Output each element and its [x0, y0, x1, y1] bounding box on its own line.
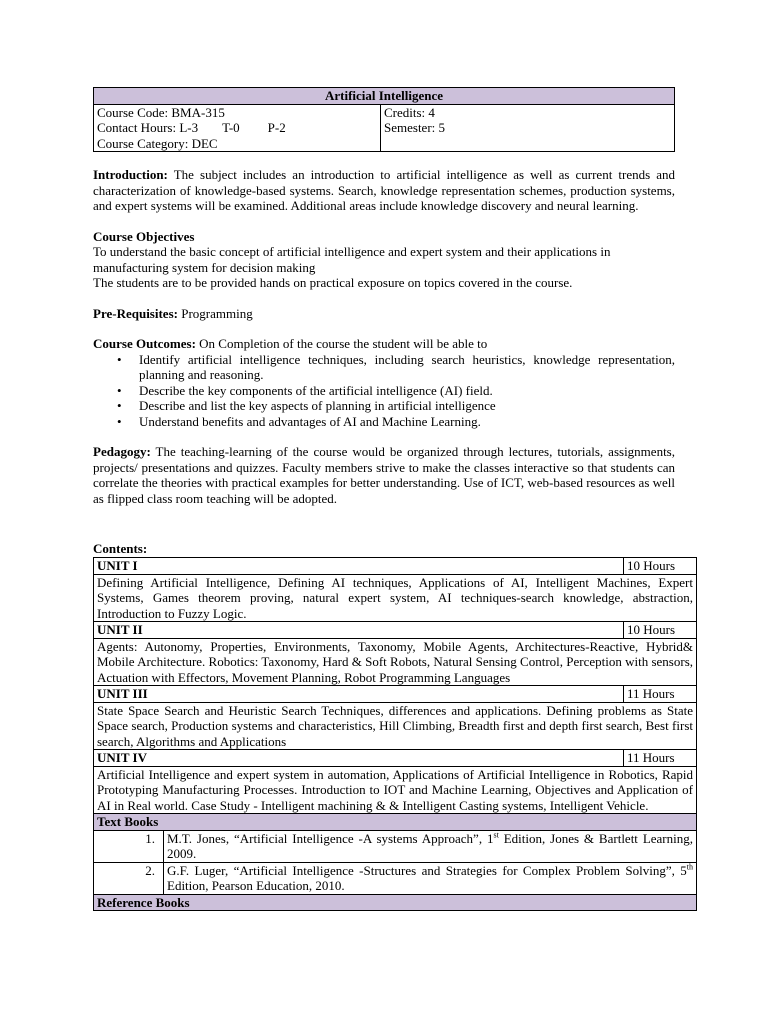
semester: Semester: 5: [384, 120, 446, 135]
outcomes-list: [93, 352, 675, 430]
unit-description: Agents: Autonomy, Properties, Environments, Taxonomy, Mobile Agents, Architectures-Reactive, Hybrid& Mobile Architecture. Robotics: Taxonomy, Hard & Soft Robots, Natural Sensing Control, Perception with sensors, Actuation with Effectors, Movement Planning, Robot Programming Languages: [94, 638, 697, 686]
books-table: [93, 813, 697, 911]
unit-description: Artificial Intelligence and expert system in automation, Applications of Artificial Intelligence in Robotics, Rapid Prototyping Manufacturing Processes. Introduction to IOT and Machine Learning, Objectives and Application of AI in Real world. Case Study - Intelligent machining & & Intelligent Casting systems, Intelligent Vehicle.: [94, 766, 697, 814]
course-category: Course Category: DEC: [97, 135, 218, 151]
unit-hours: 11 Hours: [624, 686, 697, 703]
objectives-line-2: The students are to be provided hands on practical exposure on topics covered in the course.: [93, 275, 573, 290]
prerequisites-label: Pre-Requisites:: [93, 305, 178, 321]
course-code: Course Code: BMA-315: [97, 104, 225, 120]
unit-description-row: [94, 638, 697, 686]
book-number: 2.: [94, 862, 164, 894]
contents-label: Contents:: [93, 541, 148, 556]
unit-header-row: [94, 558, 697, 575]
unit-description-row: [94, 766, 697, 814]
unit-description: Defining Artificial Intelligence, Defining AI techniques, Applications of AI, Intelligent Machines, Expert Systems, Games theorem proving, natural expert system, AI techniques-search knowledge, abstraction, Introduction to Fuzzy Logic.: [94, 574, 697, 622]
outcome-item: • Describe and list the key aspects of planning in artificial intelligence: [139, 398, 675, 414]
unit-name: UNIT III: [94, 686, 624, 703]
text-books-heading: Text Books: [94, 814, 697, 831]
credits: Credits: 4: [384, 104, 435, 120]
unit-header-row: [94, 750, 697, 767]
objectives-label: Course Objectives: [93, 228, 195, 244]
course-header-table: [93, 87, 675, 152]
course-details-left: [94, 104, 381, 152]
course-overview: [93, 87, 675, 506]
pedagogy-section: [93, 444, 675, 506]
objectives-section: [93, 229, 675, 291]
unit-header-row: [94, 686, 697, 703]
contact-hours: [97, 120, 377, 136]
unit-description-row: [94, 702, 697, 750]
outcome-item: • Identify artificial intelligence techniques, including search heuristics, knowledge representation, planning and reasoning.: [139, 352, 675, 383]
contact-hours-lecture: Contact Hours: L-3: [97, 120, 199, 135]
outcome-item: • Understand benefits and advantages of AI and Machine Learning.: [139, 414, 675, 430]
contact-hours-tutorial: T-0: [222, 120, 240, 135]
introduction-text: The subject includes an introduction to artificial intelligence as well as current trends and characterization of knowledge-based systems. Search, knowledge representation schemes, production systems, and expert systems will be examined. Additional areas include knowledge discovery and neural learning.: [93, 167, 675, 213]
unit-description-row: [94, 574, 697, 622]
unit-name: UNIT II: [94, 622, 624, 639]
course-title: Artificial Intelligence: [94, 88, 675, 105]
introduction-label: Introduction:: [93, 167, 168, 182]
book-citation: G.F. Luger, “Artificial Intelligence -Structures and Strategies for Complex Problem Solving”, 5th Edition, Pearson Education, 2010.: [164, 862, 697, 894]
outcomes-intro: On Completion of the course the student will be able to: [195, 336, 488, 351]
text-book-row: [94, 830, 697, 862]
book-number: 1.: [94, 830, 164, 862]
outcome-item: • Describe the key components of the artificial intelligence (AI) field.: [139, 383, 675, 399]
course-details-right: [381, 104, 675, 152]
objectives-line-1: To understand the basic concept of artificial intelligence and expert system and their applications in manufacturing system for decision making: [93, 244, 611, 275]
unit-header-row: [94, 622, 697, 639]
prerequisites-section: [93, 306, 675, 322]
outcomes-label: Course Outcomes:: [93, 336, 196, 351]
contact-hours-practical: P-2: [267, 120, 286, 135]
introduction-section: [93, 167, 675, 214]
unit-hours: 11 Hours: [624, 750, 697, 767]
unit-name: UNIT IV: [94, 750, 624, 767]
units-table: [93, 557, 697, 814]
text-book-row: [94, 862, 697, 894]
unit-description: State Space Search and Heuristic Search Techniques, differences and applications. Defining problems as State Space search, Production systems and characteristics, Hill Climbing, Breadth first and depth first search, Best first search, Algorithms and Applications: [94, 702, 697, 750]
unit-hours: 10 Hours: [624, 558, 697, 575]
outcomes-section: [93, 336, 675, 429]
pedagogy-text: The teaching-learning of the course would be organized through lectures, tutorials, assignments, projects/ presentations and quizzes. Faculty members strive to make the classes interactive so that students can correlate the theories with practical examples for better understanding. Use of ICT, web-based resources as well as flipped class room teaching will be adopted.: [93, 444, 676, 506]
unit-hours: 10 Hours: [624, 622, 697, 639]
reference-books-heading: Reference Books: [94, 894, 697, 911]
pedagogy-label: Pedagogy:: [93, 444, 151, 459]
contents-section: [93, 541, 697, 911]
book-citation: M.T. Jones, “Artificial Intelligence -A systems Approach”, 1st Edition, Jones & Bartlett Learning, 2009.: [164, 830, 697, 862]
prerequisites-text: Programming: [177, 305, 253, 321]
unit-name: UNIT I: [94, 558, 624, 575]
